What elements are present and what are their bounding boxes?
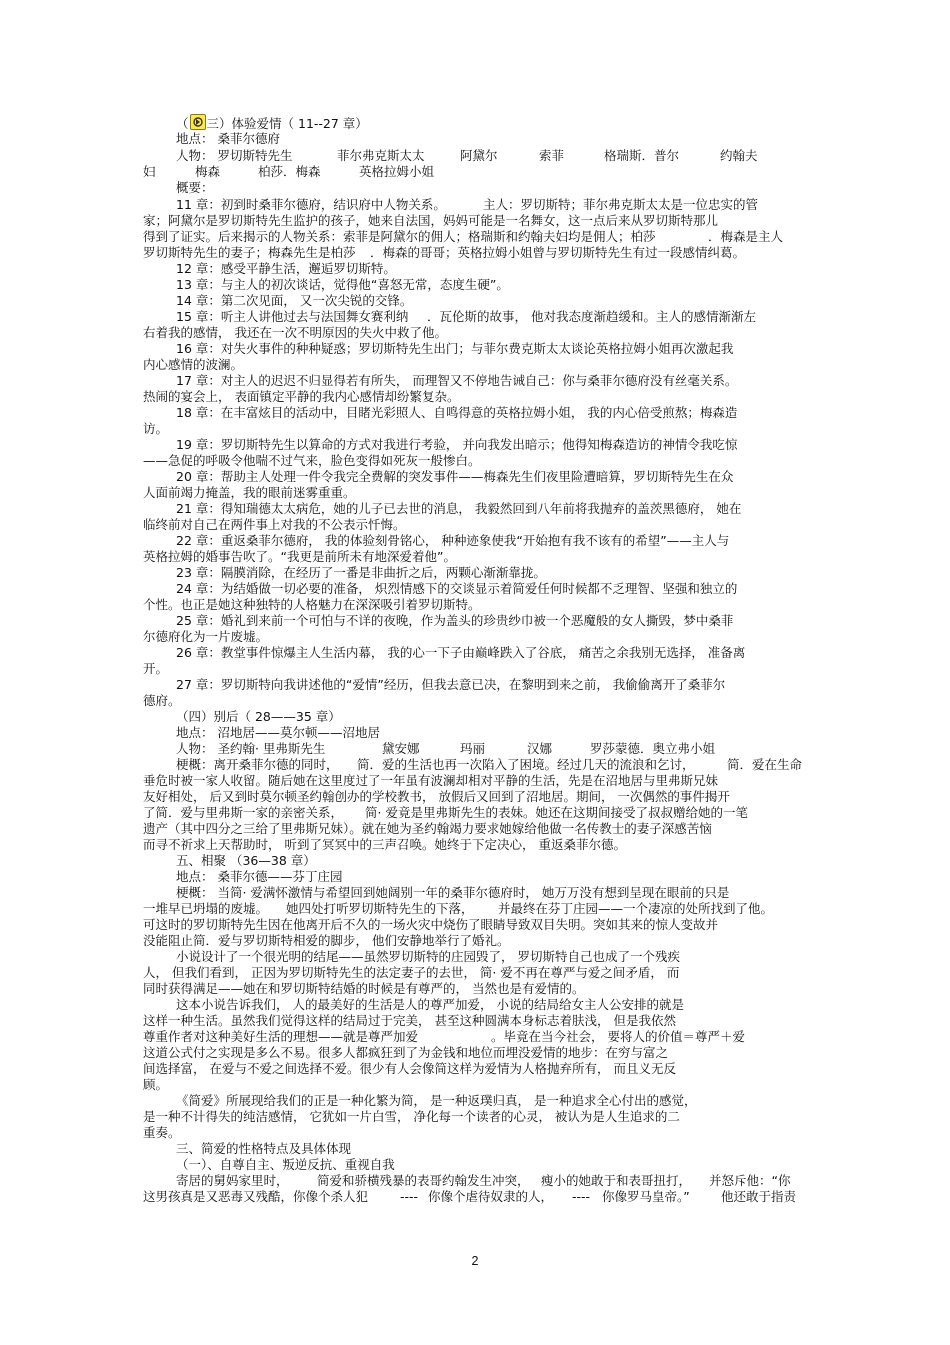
- chapter-15-line: ．瓦伦斯的故事， 他对我态度渐趋缓和。主人的感情渐渐左: [427, 309, 756, 324]
- section-3-title-prefix: （: [176, 116, 189, 131]
- chapter-27-line: 德府。: [143, 693, 181, 708]
- trait-paragraph-line: 瘦小的她敢于和表哥扭打，: [541, 1173, 692, 1188]
- section-4-synopsis-line: 简．爱的生活也再一次陷入了困境。经过几天的流浪和乞讨，: [357, 757, 695, 772]
- section-6-title: 三、简爱的性格特点及具体体现: [176, 1141, 352, 1156]
- section-5-synopsis-line: 并最终在芬丁庄园——一个凄凉的处所找到了他。: [498, 901, 774, 916]
- chapter-11-line: 11 章：初到时桑菲尔德府，结识府中人物关系。: [176, 197, 446, 212]
- person-sophie: 索菲: [539, 148, 565, 163]
- section-4-synopsis-line: 而寻不祈求上天帮助时， 听到了冥冥中的三声召唤。她终于下定决心， 重返桑菲尔德。: [143, 837, 626, 852]
- chapter-17-line: 17 章：对主人的迟迟不归显得若有所失， 而理智又不停地告诫自己：你与桑菲尔德府没有丝毫关系。: [176, 373, 738, 388]
- chapter-11-line: 罗切斯特先生的妻子；梅森先生是柏莎: [143, 245, 356, 260]
- meaning-paragraph-line: 顾。: [143, 1077, 169, 1092]
- section-3-title-text: 三）体验爱情（ 11--27 章）: [206, 116, 368, 131]
- chapter-21-line: 21 章：得知瑞德太太病危，她的儿子已去世的消息， 我毅然回到八年前将我抛弃的盖茨黑德府， 她在: [176, 501, 742, 516]
- person-mary: 玛丽: [460, 741, 486, 756]
- meaning-paragraph-line: 这道公式付之实现是多么不易。很多人都疯狂到了为金钱和地位而埋没爱情的地步：在穷与富之: [143, 1045, 669, 1060]
- section-4-synopsis-line: 简．爱在生命: [727, 757, 803, 772]
- trait-paragraph-line: ----: [572, 1189, 591, 1204]
- section-4-synopsis-line: 友好相处， 后又到时莫尔顿圣约翰创办的学校教书， 放假后又回到了沼地居。期间， 一次偶然的事件揭开: [143, 789, 730, 804]
- chapter-13-line: 13 章：与主人的初次谈话，觉得他“喜怒无常，态度生硬”。: [176, 277, 509, 292]
- section-4-synopsis-line: 了简．爱与里弗斯一家的亲密关系，: [143, 805, 344, 820]
- meaning-paragraph-line: 这本小说告诉我们， 人的最美好的生活是人的尊严加爱， 小说的结局给女主人公安排的就是: [176, 997, 684, 1012]
- chapter-19-line: ——急促的呼吸令他喘不过气来，脸色变得如死灰一般惨白。: [143, 453, 481, 468]
- ending-paragraph-line: 人， 但我们看到， 正因为罗切斯特先生的法定妻子的去世， 简· 爱不再在尊严与爱之间矛盾， 而: [143, 965, 680, 980]
- person-ingram: 英格拉姆小姐: [359, 164, 435, 179]
- chapter-19-line: 19 章：罗切斯特先生以算命的方式对我进行考验， 并向我发出暗示；他得知梅森造访的神情令我吃惊: [176, 437, 738, 452]
- chapter-17-line: 热闹的宴会上， 表面镇定平静的我内心感情却纷繁复杂。: [143, 389, 460, 404]
- section-5-synopsis-line: 可这时的罗切斯特先生因在他离开后不久的一场火灾中烧伤了眼睛导致双目失明。突如其来的惊人变故并: [143, 917, 719, 932]
- section-6-subtitle: （一）、自尊自主、叛逆反抗、重视自我: [176, 1157, 395, 1172]
- section-5-synopsis-line: 梗概： 当简· 爱满怀激情与希望回到她阔别一年的桑菲尔德府时， 她万万没有想到呈现在眼前的只是: [176, 885, 730, 900]
- person-rochester: 人物： 罗切斯特先生: [176, 148, 293, 163]
- chapter-26-line: 26 章：教堂事件惊爆主人生活内幕， 我的心一下子由巅峰跌入了谷底， 痛苦之余我别无选择， 准备离: [176, 645, 746, 660]
- ending-paragraph-line: 小说设计了一个很光明的结尾——虽然罗切斯特的庄园毁了， 罗切斯特自己也成了一个残疾: [176, 949, 680, 964]
- chapter-15-line: 右着我的感情， 我还在一次不明原因的失火中救了他。: [143, 325, 447, 340]
- section-4-synopsis-line: 简· 爱竟是里弗斯先生的表妹。她还在这期间接受了叔叔赠给她的一笔: [365, 805, 748, 820]
- chapter-12-line: 12 章：感受平静生活，邂逅罗切斯特。: [176, 261, 396, 276]
- chapter-23-line: 23 章：隔膜消除，在经历了一番是非曲折之后，两颗心渐渐靠拢。: [176, 565, 546, 580]
- section-5-synopsis-line: 她四处打听罗切斯特先生的下落，: [286, 901, 474, 916]
- chapter-11-line: ．梅森的哥哥；英格拉姆小姐曾与罗切斯特先生有过一段感情纠葛。: [370, 245, 746, 260]
- chapter-18-line: 访。: [143, 421, 169, 436]
- section-5-place: 地点： 桑菲尔德——芬丁庄园: [176, 869, 343, 884]
- trait-paragraph-line: 寄居的舅妈家里时，: [176, 1173, 289, 1188]
- chapter-21-line: 临终前对自己在两件事上对我的不公表示忏悔。: [143, 517, 406, 532]
- section-3-place: 地点： 桑菲尔德府: [176, 131, 280, 146]
- trait-paragraph-line: 简爱和骄横残暴的表哥约翰发生冲突，: [317, 1173, 530, 1188]
- chapter-16-line: 内心感情的波澜。: [143, 357, 244, 372]
- person-diana: 黛安娜: [382, 741, 420, 756]
- person-john-wife: 妇: [143, 164, 156, 179]
- person-adele: 阿黛尔: [460, 148, 498, 163]
- trait-paragraph-line: 你像罗马皇帝。”: [602, 1189, 690, 1204]
- chapter-25-line: 25 章：婚礼到来前一个可怕与不详的夜晚，作为盖头的珍贵纱巾被一个恶魔般的女人撕毁，梦中桑菲: [176, 613, 734, 628]
- section-4-title: （四）别后（ 28——35 章）: [176, 709, 341, 724]
- trait-paragraph-line: ----: [400, 1189, 419, 1204]
- person-bertha-mason: 柏莎．梅森: [258, 164, 321, 179]
- chapter-16-line: 16 章：对失火事件的种种疑惑；罗切斯特先生出门；与菲尔费克斯太太谈论英格拉姆小姐再次激起我: [176, 341, 734, 356]
- jane-eyre-paragraph-line: 是一种不计得失的纯洁感情， 它犹如一片白雪， 净化每一个读者的心灵， 被认为是人生追求的二: [143, 1109, 680, 1124]
- chapter-24-line: 个性。也正是她这种独特的人格魅力在深深吸引着罗切斯特。: [143, 597, 481, 612]
- chapter-22-line: 英格拉姆的婚事告吹了。“我更是前所未有地深爱着他”。: [143, 549, 456, 564]
- speaker-icon[interactable]: [190, 114, 206, 130]
- trait-paragraph-line: 你像个虐待奴隶的人，: [428, 1189, 554, 1204]
- chapter-22-line: 22 章：重返桑菲尔德府， 我的体验刻骨铭心， 种种迹象使我“开始抱有我不该有的希望”——主人与: [176, 533, 730, 548]
- chapter-20-line: 20 章：帮助主人处理一件令我完全费解的突发事件——梅森先生们夜里险遭暗算，罗切斯特先生在众: [176, 469, 734, 484]
- meaning-paragraph-line: 间选择富， 在爱与不爱之间选择不爱。很少有人会像简这样为爱情为人格抛弃所有， 而且义无反: [143, 1061, 676, 1076]
- chapter-11-line: 家；阿黛尔是罗切斯特先生监护的孩子，她来自法国，妈妈可能是一名舞女，这一点后来从罗切斯特那儿: [143, 213, 719, 228]
- chapter-11-line: 得到了证实。后来揭示的人物关系：索菲是阿黛尔的佣人；格瑞斯和约翰夫妇均是佣人；柏莎: [143, 229, 656, 244]
- jane-eyre-paragraph-line: 重奏。: [143, 1125, 181, 1140]
- trait-paragraph-line: 他还敢于指责: [721, 1189, 797, 1204]
- chapter-24-line: 24 章：为结婚做一切必要的准备， 炽烈情感下的交谈显示着简爱任何时候都不乏理智、坚强和独立的: [176, 581, 738, 596]
- chapter-11-line: ．梅森是主人: [708, 229, 784, 244]
- section-3-people-a: [176, 148, 292, 164]
- section-4-synopsis-line: 垂危时被一家人收留。随后她在这里度过了一年虽有波澜却相对平静的生活，先是在沼地居与里弗斯兄妹: [143, 773, 719, 788]
- chapter-25-line: 尔德府化为一片废墟。: [143, 629, 269, 644]
- page-number: 2: [471, 1254, 479, 1268]
- section-5-synopsis-line: 没能阻止简．爱与罗切斯特相爱的脚步， 他们安静地举行了婚礼。: [143, 933, 510, 948]
- chapter-27-line: 27 章：罗切斯特向我讲述他的“爱情”经历，但我去意已决，在黎明到来之前， 我偷偷离开了桑菲尔: [176, 677, 726, 692]
- chapter-14-line: 14 章：第二次见面， 又一次尖锐的交锋。: [176, 293, 413, 308]
- ending-paragraph-line: 同时获得满足——她在和罗切斯特结婚的时候是有尊严的， 当然也是有爱情的。: [143, 981, 585, 996]
- chapter-11-line: 主人：罗切斯特；菲尔弗克斯太太是一位忠实的管: [483, 197, 759, 212]
- section-5-synopsis-line: 一堆早已坍塌的废墟。: [143, 901, 269, 916]
- chapter-20-line: 人面前竭力掩盖，我的眼前迷雾重重。: [143, 485, 356, 500]
- section-3-title: [176, 114, 368, 132]
- person-st-john: 人物： 圣约翰· 里弗斯先生: [176, 741, 326, 756]
- person-mason: 梅森: [195, 164, 221, 179]
- chapter-15-line: 15 章：听主人讲他过去与法国舞女赛利纳: [176, 309, 409, 324]
- section-4-synopsis-line: 遗产（其中四分之三给了里弗斯兄妹）。就在她为圣约翰竭力要求她嫁给他做一名传教士的妻子深感苦恼: [143, 821, 712, 836]
- meaning-paragraph-line: 尊重作者对这种美好生活的理想——就是尊严加爱: [143, 1029, 419, 1044]
- summary-label: 概要：: [176, 180, 214, 195]
- person-hannah: 汉娜: [527, 741, 553, 756]
- person-grace-poole: 格瑞斯．普尔: [604, 148, 680, 163]
- person-rosamond: 罗莎蒙德．奥立弗小姐: [590, 741, 716, 756]
- chapter-26-line: 开。: [143, 661, 169, 676]
- meaning-paragraph-line: 。毕竟在当今社会， 要将人的价值＝尊严＋爱: [491, 1029, 745, 1044]
- chapter-18-line: 18 章：在丰富炫目的活动中，目睹光彩照人、自鸣得意的英格拉姆小姐， 我的内心倍受煎熬；梅森造: [176, 405, 738, 420]
- meaning-paragraph-line: 这样一种生活。虽然我们觉得这样的结局过于完美， 甚至这种圆满本身标志着肤浅， 但是我依然: [143, 1013, 676, 1028]
- section-4-place: 地点： 沼地居——莫尔顿——沼地居: [176, 725, 380, 740]
- section-5-title: 五、相聚 （36—38 章）: [176, 853, 316, 868]
- section-4-synopsis-line: 梗概：离开桑菲尔德的同时，: [176, 757, 339, 772]
- person-fairfax: 菲尔弗克斯太太: [337, 148, 425, 163]
- person-john: 约翰夫: [720, 148, 758, 163]
- trait-paragraph-line: 这男孩真是又恶毒又残酷，你像个杀人犯: [143, 1189, 369, 1204]
- jane-eyre-paragraph-line: 《简爱》所展现给我们的正是一种化繁为简， 是一种返璞归真， 是一种追求全心付出的感觉，: [176, 1093, 697, 1108]
- trait-paragraph-line: 并怒斥他：“你: [709, 1173, 791, 1188]
